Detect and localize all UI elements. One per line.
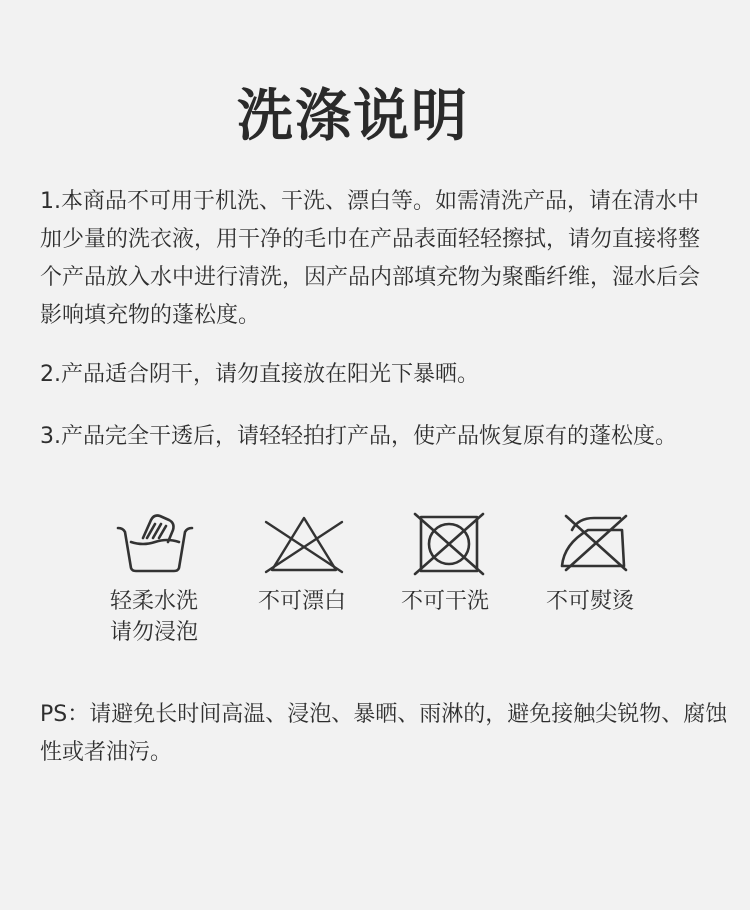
no-tumble-dry-icon [407,508,491,578]
care-label-line: 不可干洗 [400,589,489,614]
ps-note: PS：请避免长时间高温、浸泡、暴晒、雨淋的，避免接触尖锐物、腐蚀性或者油污。 [40,702,728,765]
care-label-line: 不可熨烫 [545,589,634,614]
hand-wash-icon [113,508,197,578]
care-label-no-dry-clean [385,586,505,617]
instruction-paragraph-1: 1.本商品不可用于机洗、干洗、漂白等。如需清洗产品，请在清水中加少量的洗衣液，用干净的毛巾在产品表面轻轻擦拭，请勿直接将整个产品放入水中进行清洗，因产品内部填充物为聚酯纤维，湿水后会影响填充物的蓬松度。 [40,189,701,328]
instruction-paragraph-2: 2.产品适合阴干，请勿直接放在阳光下暴晒。 [40,362,479,387]
care-label-line: 请勿浸泡 [109,620,198,645]
instruction-paragraph-3: 3.产品完全干透后，请轻轻拍打产品，使产品恢复原有的蓬松度。 [40,424,677,449]
care-label-line: 轻柔水洗 [109,589,198,614]
care-label-no-iron [530,586,650,617]
no-iron-icon [552,508,636,578]
page-title: 洗涤说明 [237,84,469,149]
no-bleach-icon [262,508,346,578]
care-label-hand-wash [94,586,214,648]
care-label-no-bleach [242,586,362,617]
care-label-line: 不可漂白 [257,589,346,614]
